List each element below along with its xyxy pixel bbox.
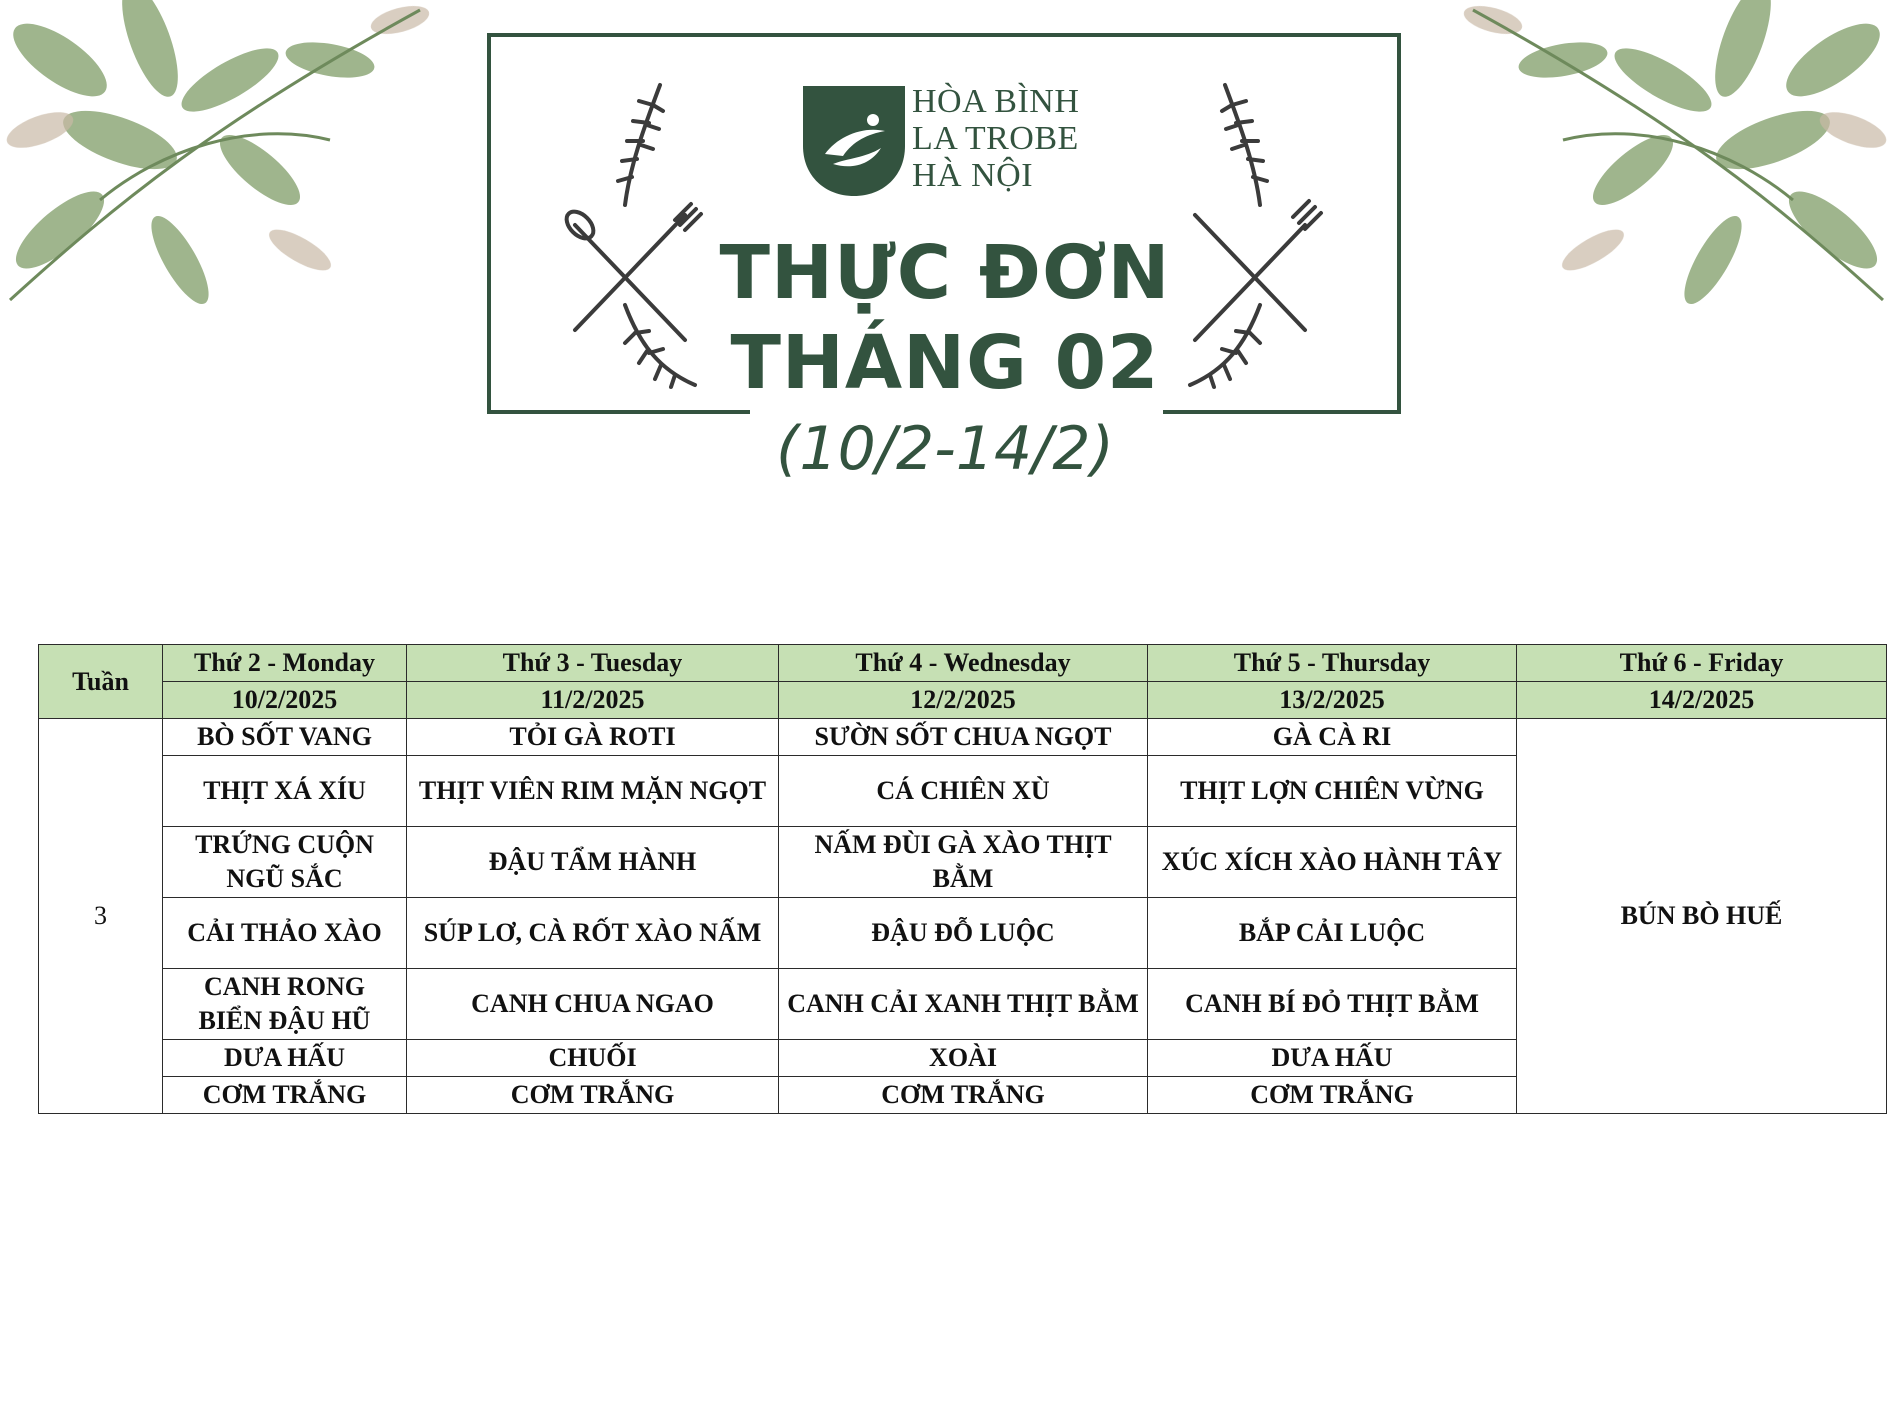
dish-cell: TRỨNG CUỘN NGŨ SẮC	[163, 827, 407, 898]
dish-cell: CANH BÍ ĐỎ THỊT BẰM	[1148, 969, 1517, 1040]
dish-cell: ĐẬU TẨM HÀNH	[407, 827, 779, 898]
dish-cell: CẢI THẢO XÀO	[163, 898, 407, 969]
menu-table	[38, 644, 1887, 1114]
dish-cell: CƠM TRẮNG	[1148, 1077, 1517, 1114]
dish-cell: CHUỐI	[407, 1040, 779, 1077]
menu-title	[700, 228, 1190, 408]
dish-cell: BÒ SỐT VANG	[163, 719, 407, 756]
dish-cell: GÀ CÀ RI	[1148, 719, 1517, 756]
dish-cell: NẤM ĐÙI GÀ XÀO THỊT BẰM	[779, 827, 1148, 898]
dish-cell: TỎI GÀ ROTI	[407, 719, 779, 756]
dish-cell: CANH CẢI XANH THỊT BẰM	[779, 969, 1148, 1040]
dish-cell: CANH CHUA NGAO	[407, 969, 779, 1040]
title-line-2: THÁNG 02	[730, 320, 1160, 406]
dish-cell: SÚP LƠ, CÀ RỐT XÀO NẤM	[407, 898, 779, 969]
date-friday: 14/2/2025	[1517, 682, 1887, 719]
date-thursday: 13/2/2025	[1148, 682, 1517, 719]
logo-line-2: LA TROBE	[912, 120, 1079, 157]
day-header-thursday: Thứ 5 - Thursday	[1148, 645, 1517, 682]
dish-cell: CƠM TRẮNG	[407, 1077, 779, 1114]
date-monday: 10/2/2025	[163, 682, 407, 719]
dish-cell: DƯA HẤU	[163, 1040, 407, 1077]
week-header: Tuần	[39, 645, 163, 719]
dish-cell: THỊT VIÊN RIM MẶN NGỌT	[407, 756, 779, 827]
logo-line-3: HÀ NỘI	[912, 157, 1034, 194]
school-logo-icon	[803, 86, 905, 196]
week-number: 3	[39, 719, 163, 1114]
day-header-monday: Thứ 2 - Monday	[163, 645, 407, 682]
day-header-friday: Thứ 6 - Friday	[1517, 645, 1887, 682]
dish-cell: THỊT LỢN CHIÊN VỪNG	[1148, 756, 1517, 827]
title-frame-bottom-right	[1163, 410, 1401, 414]
dish-cell: DƯA HẤU	[1148, 1040, 1517, 1077]
date-wednesday: 12/2/2025	[779, 682, 1148, 719]
branch-cutlery-right-icon	[1175, 75, 1330, 405]
leaves-decoration-left	[0, 0, 470, 340]
dish-cell: CƠM TRẮNG	[163, 1077, 407, 1114]
school-logo-text	[912, 83, 1079, 194]
day-header-wednesday: Thứ 4 - Wednesday	[779, 645, 1148, 682]
title-line-1: THỰC ĐƠN	[719, 230, 1171, 316]
dish-cell: XÚC XÍCH XÀO HÀNH TÂY	[1148, 827, 1517, 898]
date-tuesday: 11/2/2025	[407, 682, 779, 719]
dish-cell: THỊT XÁ XÍU	[163, 756, 407, 827]
dish-cell: ĐẬU ĐỖ LUỘC	[779, 898, 1148, 969]
dish-cell: SƯỜN SỐT CHUA NGỌT	[779, 719, 1148, 756]
table-row	[39, 719, 1887, 756]
day-header-tuesday: Thứ 3 - Tuesday	[407, 645, 779, 682]
dish-cell: CANH RONG BIỂN ĐẬU HŨ	[163, 969, 407, 1040]
leaves-decoration-right	[1423, 0, 1893, 340]
dish-cell: XOÀI	[779, 1040, 1148, 1077]
date-range: (10/2-14/2)	[776, 414, 1114, 484]
branch-cutlery-left-icon	[555, 75, 710, 405]
dish-cell: CÁ CHIÊN XÙ	[779, 756, 1148, 827]
dish-cell: BẮP CẢI LUỘC	[1148, 898, 1517, 969]
logo-line-1: HÒA BÌNH	[912, 83, 1080, 120]
friday-dish: BÚN BÒ HUẾ	[1517, 719, 1887, 1114]
dish-cell: CƠM TRẮNG	[779, 1077, 1148, 1114]
